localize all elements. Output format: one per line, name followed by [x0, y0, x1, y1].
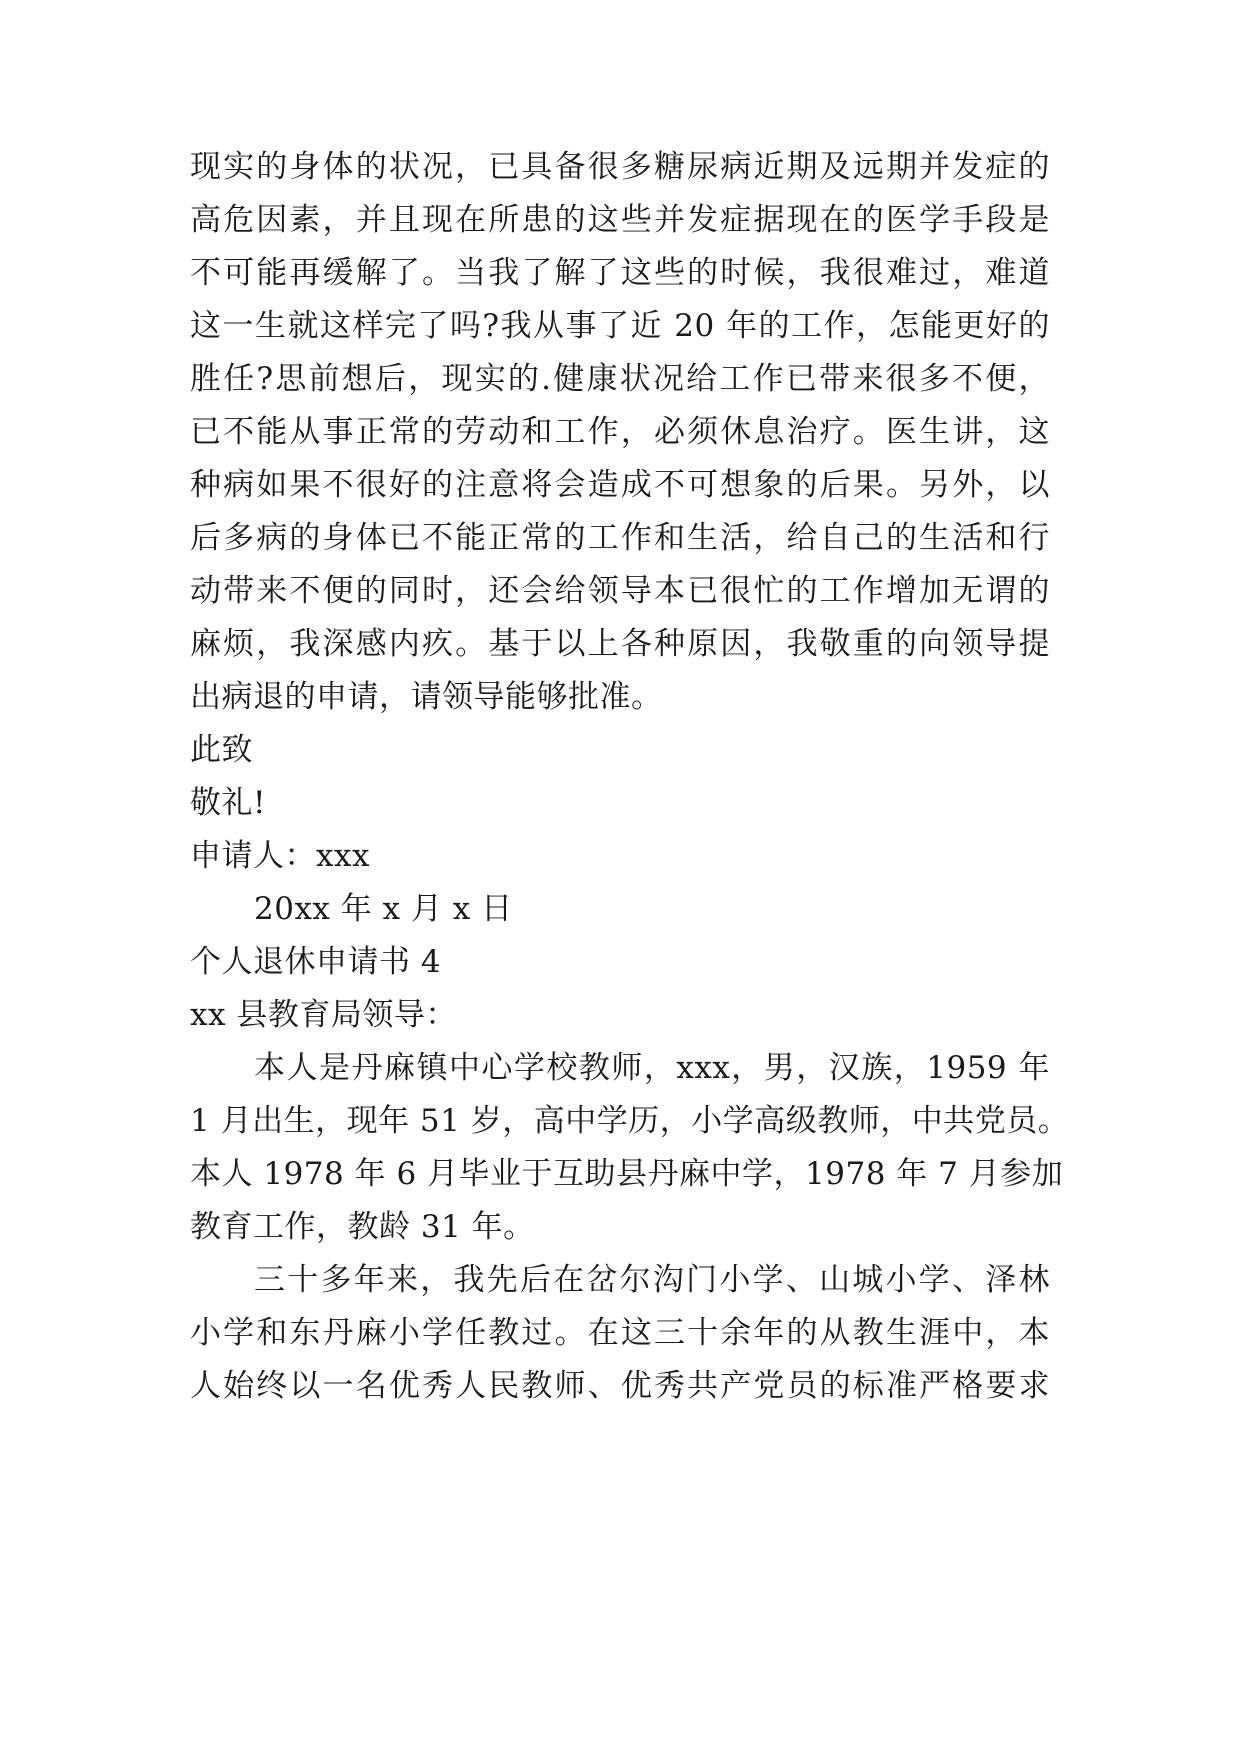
paragraph-line: 不可能再缓解了。当我了解了这些的时候，我很难过，难道: [190, 255, 1050, 291]
paragraph-line: 现实的身体的状况，已具备很多糖尿病近期及远期并发症的: [190, 149, 1050, 185]
paragraph-line: 后多病的身体已不能正常的工作和生活，给自己的生活和行: [190, 520, 1050, 556]
paragraph-line: 三十多年来，我先后在岔尔沟门小学、山城小学、泽林: [254, 1262, 1050, 1298]
paragraph-line: 教育工作，教龄 31 年。: [190, 1209, 535, 1245]
addressee: xx 县教育局领导：: [190, 997, 457, 1033]
applicant-signature: 申请人：xxx: [190, 838, 370, 874]
paragraph-line: 本人 1978 年 6 月毕业于互助县丹麻中学，1978 年 7 月参加: [190, 1156, 1064, 1192]
paragraph-line: 小学和东丹麻小学任教过。在这三十余年的从教生涯中，本: [190, 1315, 1050, 1351]
paragraph-line: 胜任?思前想后，现实的.健康状况给工作已带来很多不便，: [190, 361, 1050, 397]
paragraph-line: 出病退的申请，请领导能够批准。: [190, 679, 663, 715]
closing-salutation: 此致: [190, 732, 253, 768]
paragraph-line: 1 月出生，现年 51 岁，高中学历，小学高级教师，中共党员。: [190, 1103, 1070, 1139]
date-line: 20xx 年 x 月 x 日: [254, 891, 513, 927]
paragraph-line: 人始终以一名优秀人民教师、优秀共产党员的标准严格要求: [190, 1368, 1050, 1404]
section-title: 个人退休申请书 4: [190, 944, 442, 980]
paragraph-line: 动带来不便的同时，还会给领导本已很忙的工作增加无谓的: [190, 573, 1050, 609]
paragraph-line: 这一生就这样完了吗?我从事了近 20 年的工作，怎能更好的: [190, 308, 1050, 344]
paragraph-line: 本人是丹麻镇中心学校教师，xxx，男，汉族，1959 年: [254, 1050, 1050, 1086]
paragraph-line: 种病如果不很好的注意将会造成不可想象的后果。另外，以: [190, 467, 1050, 503]
paragraph-line: 高危因素，并且现在所患的这些并发症据现在的医学手段是: [190, 202, 1050, 238]
closing-regards: 敬礼!: [190, 785, 266, 821]
paragraph-line: 已不能从事正常的劳动和工作，必须休息治疗。医生讲，这: [190, 414, 1050, 450]
paragraph-line: 麻烦，我深感内疚。基于以上各种原因，我敬重的向领导提: [190, 626, 1050, 662]
